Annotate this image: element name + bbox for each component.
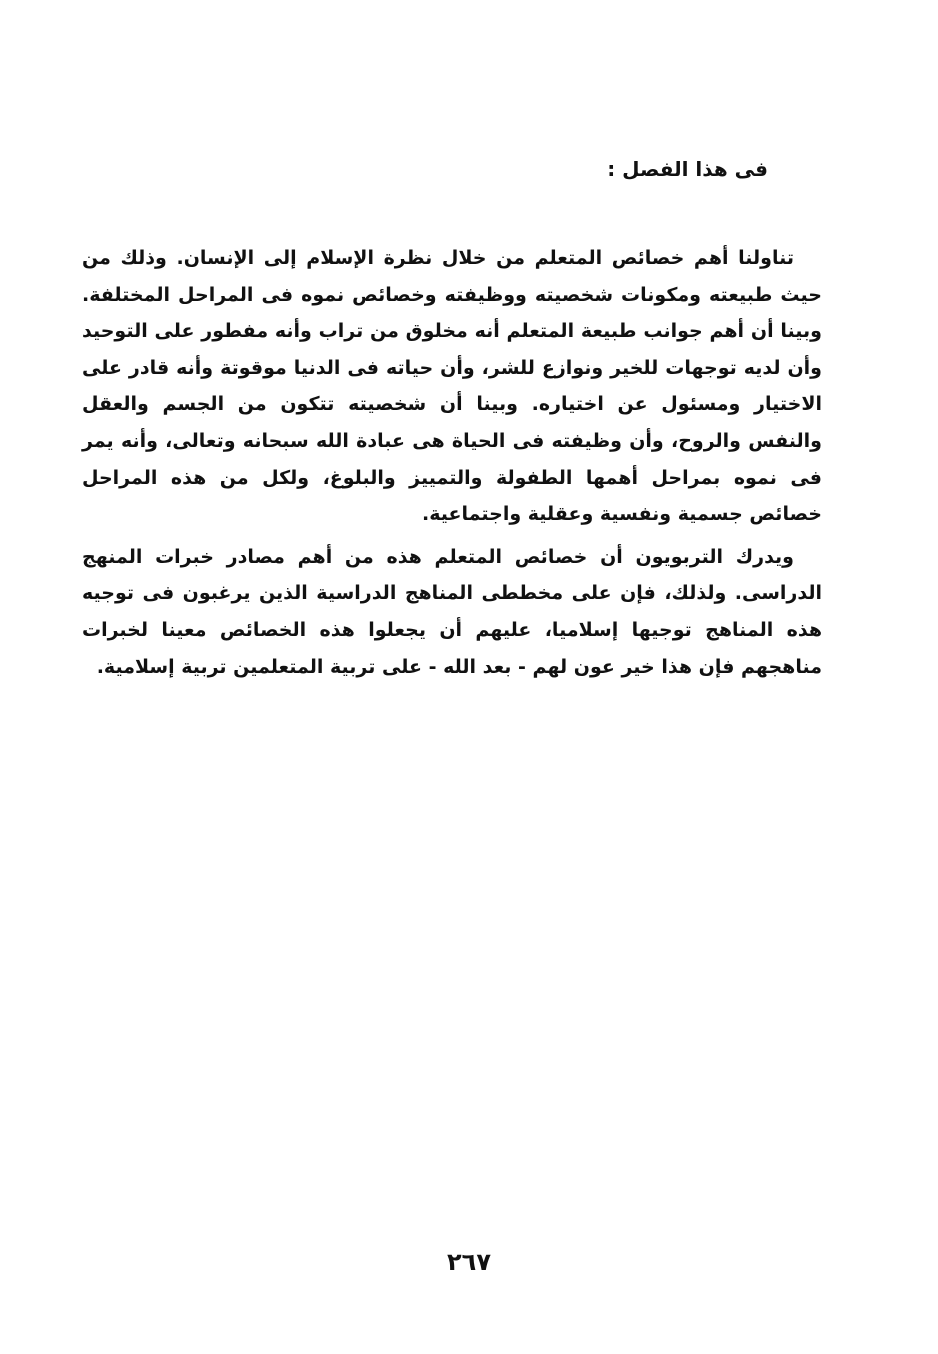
section-heading: فى هذا الفصل : (607, 157, 768, 181)
page-number: ٢٦٧ (447, 1248, 491, 1276)
paragraph: ويدرك التربويون أن خصائص المتعلم هذه من أهم مصادر خبرات المنهج الدراسى. ولذلك، فإن على مخططى المناهج الدراسية الذين يرغبون فى توجيه هذه المناهج توجيها إسلاميا، عليهم أن يجعلوا هذه الخصائص معينا لخبرات مناهجهم فإن هذا خير عون لهم - بعد الله - على تربية المتعلمين تربية إسلامية. (82, 545, 822, 678)
paragraph: تناولنا أهم خصائص المتعلم من خلال نظرة الإسلام إلى الإنسان. وذلك من حيث طبيعته ومكونات شخصيته ووظيفته وخصائص نموه فى المراحل المختلفة. وبينا أن أهم جوانب طبيعة المتعلم أنه مخلوق من تراب وأنه مفطور على التوحيد وأن لديه توجهات للخير ونوازع للشر، وأن حياته فى الدنيا موقوتة وأنه قادر على الاختيار ومسئول عن اختياره. وبينا أن شخصيته تتكون من الجسم والعقل والنفس والروح، وأن وظيفته فى الحياة هى عبادة الله سبحانه وتعالى، وأنه يمر فى نموه بمراحل أهمها الطفولة والتمييز والبلوغ، ولكل من هذه المراحل خصائص جسمية ونفسية وعقلية واجتماعية. (82, 247, 822, 526)
body-text (82, 240, 822, 685)
